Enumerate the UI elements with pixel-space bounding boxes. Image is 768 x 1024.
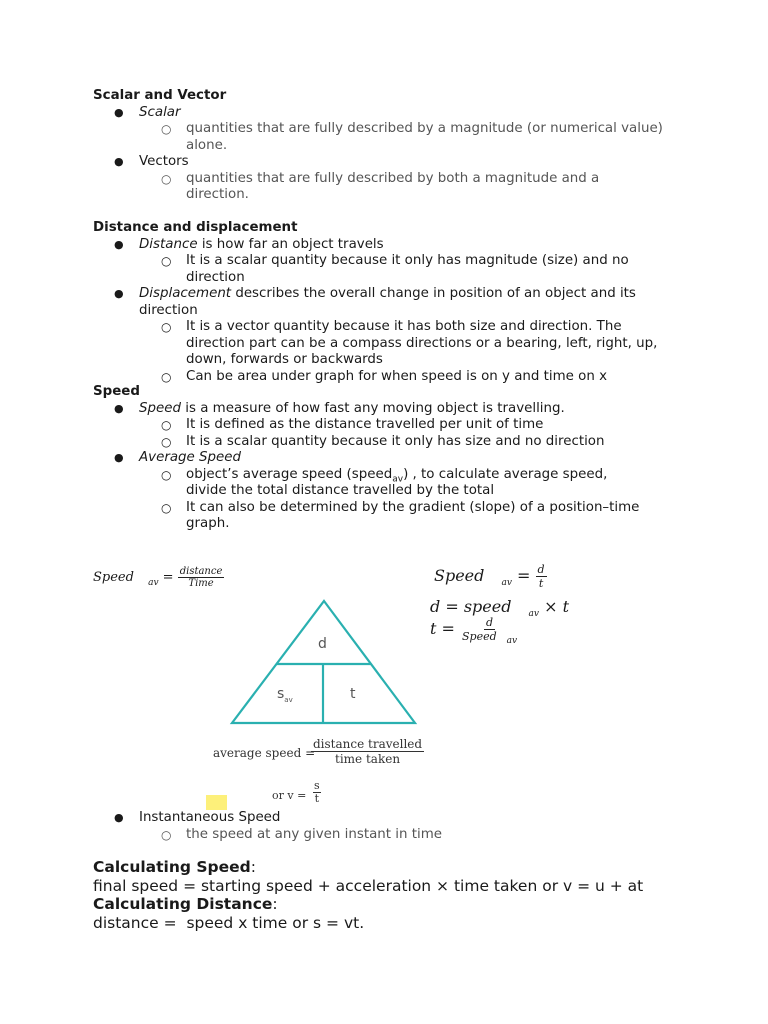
bullet-icon: ● <box>114 811 124 824</box>
speed-triangle-diagram <box>228 598 420 726</box>
list-item-continuation: alone. <box>186 137 228 153</box>
average-speed-equation: average speed = <box>213 746 316 760</box>
formula-speed-distance-time: Speed $_{av}$ = $\frac{\text{distance}}{\text{Time}}$ <box>93 566 223 589</box>
circle-bullet-icon: ○ <box>161 122 172 136</box>
or-v-fraction: s t <box>314 779 320 805</box>
list-item: ○ It is a scalar quantity because it only has size and no direction <box>161 433 605 449</box>
list-item: ○ object’s average speed (speed$_{av}$) , to calculate average speed, <box>161 466 608 485</box>
list-item: ○ It is a scalar quantity because it only has magnitude (size) and no <box>161 253 629 268</box>
circle-bullet-icon: ○ <box>161 434 172 449</box>
circle-bullet-icon: ○ <box>161 320 172 334</box>
calculating-speed-formula: final speed = starting speed + acceleration × time taken or v = u + at <box>93 876 644 895</box>
list-item: ○ quantities that are fully described by a magnitude (or numerical value) <box>161 121 663 136</box>
circle-bullet-icon: ○ <box>161 369 172 384</box>
list-item: ● Scalar <box>114 104 181 120</box>
list-item-continuation: direction part can be a compass directions or a bearing, left, right, up, <box>186 335 658 351</box>
bullet-icon: ● <box>114 401 124 415</box>
circle-bullet-icon: ○ <box>161 467 172 482</box>
list-item-continuation: divide the total distance travelled by the total <box>186 483 495 498</box>
section-instantaneous <box>93 810 693 843</box>
heading-calculating-distance: Calculating Distance: <box>93 895 278 913</box>
bullet-icon: ● <box>114 287 124 300</box>
list-item: ● Instantaneous Speed <box>114 810 281 825</box>
list-item: ● Speed is a measure of how fast any moving object is travelling. <box>114 400 565 416</box>
list-item: ○ Can be area under graph for when speed is on y and time on x <box>161 368 608 384</box>
list-item: ● Displacement describes the overall change in position of an object and its <box>114 286 636 301</box>
section-speed <box>93 384 693 533</box>
circle-bullet-icon: ○ <box>161 500 172 515</box>
bullet-icon: ● <box>114 237 124 251</box>
list-item: ○ quantities that are fully described by both a magnitude and a <box>161 170 600 186</box>
formula-t-equals: t = $\frac{d}{Speed _{av}}$ <box>430 616 518 647</box>
list-item: ○ It can also be determined by the gradient (slope) of a position–time <box>161 499 640 515</box>
list-item-continuation: graph. <box>186 516 230 531</box>
list-item: ● Average Speed <box>114 450 242 465</box>
triangle-label-d: d <box>318 636 327 652</box>
circle-bullet-icon: ○ <box>161 418 172 432</box>
heading-distance-displacement: Distance and displacement <box>93 220 298 235</box>
list-item-continuation: down, forwards or backwards <box>186 352 383 367</box>
heading-scalar-vector: Scalar and Vector <box>93 88 227 103</box>
circle-bullet-icon: ○ <box>161 827 172 842</box>
formula-speed-d-over-t: Speed $_{av}$ = $\frac{d}{t}$ <box>434 563 545 590</box>
circle-bullet-icon: ○ <box>161 171 172 186</box>
triangle-label-t: t <box>350 686 356 702</box>
calculating-distance-formula: distance = speed x time or s = vt. <box>93 913 365 932</box>
section-scalar-vector <box>93 88 693 204</box>
average-speed-fraction: distance travelled time taken <box>313 737 423 766</box>
list-item: ○ It is defined as the distance travelled per unit of time <box>161 417 544 432</box>
or-v-equation: or v = <box>272 789 307 802</box>
list-item-continuation: direction. <box>186 187 249 202</box>
bullet-icon: ● <box>114 105 124 119</box>
heading-calculating-speed: Calculating Speed: <box>93 858 257 876</box>
list-item: ● Vectors <box>114 154 189 169</box>
list-item: ● Distance is how far an object travels <box>114 236 384 252</box>
triangle-label-s: $s_{av}$ <box>277 686 293 704</box>
circle-bullet-icon: ○ <box>161 254 172 268</box>
bullet-icon: ● <box>114 155 124 168</box>
yellow-highlight <box>206 795 227 810</box>
formula-d-equals: d = speed $_{av}$ × t <box>430 597 570 620</box>
list-item: ○ It is a vector quantity because it has both size and direction. The <box>161 319 622 334</box>
list-item-continuation: direction <box>186 269 245 285</box>
heading-speed: Speed <box>93 384 140 399</box>
list-item-continuation: direction <box>139 302 198 318</box>
triangle-lines <box>232 601 415 723</box>
bullet-icon: ● <box>114 451 124 464</box>
section-distance-displacement <box>93 220 693 385</box>
list-item: ○ the speed at any given instant in time <box>161 826 443 842</box>
section-calculating <box>93 858 753 932</box>
